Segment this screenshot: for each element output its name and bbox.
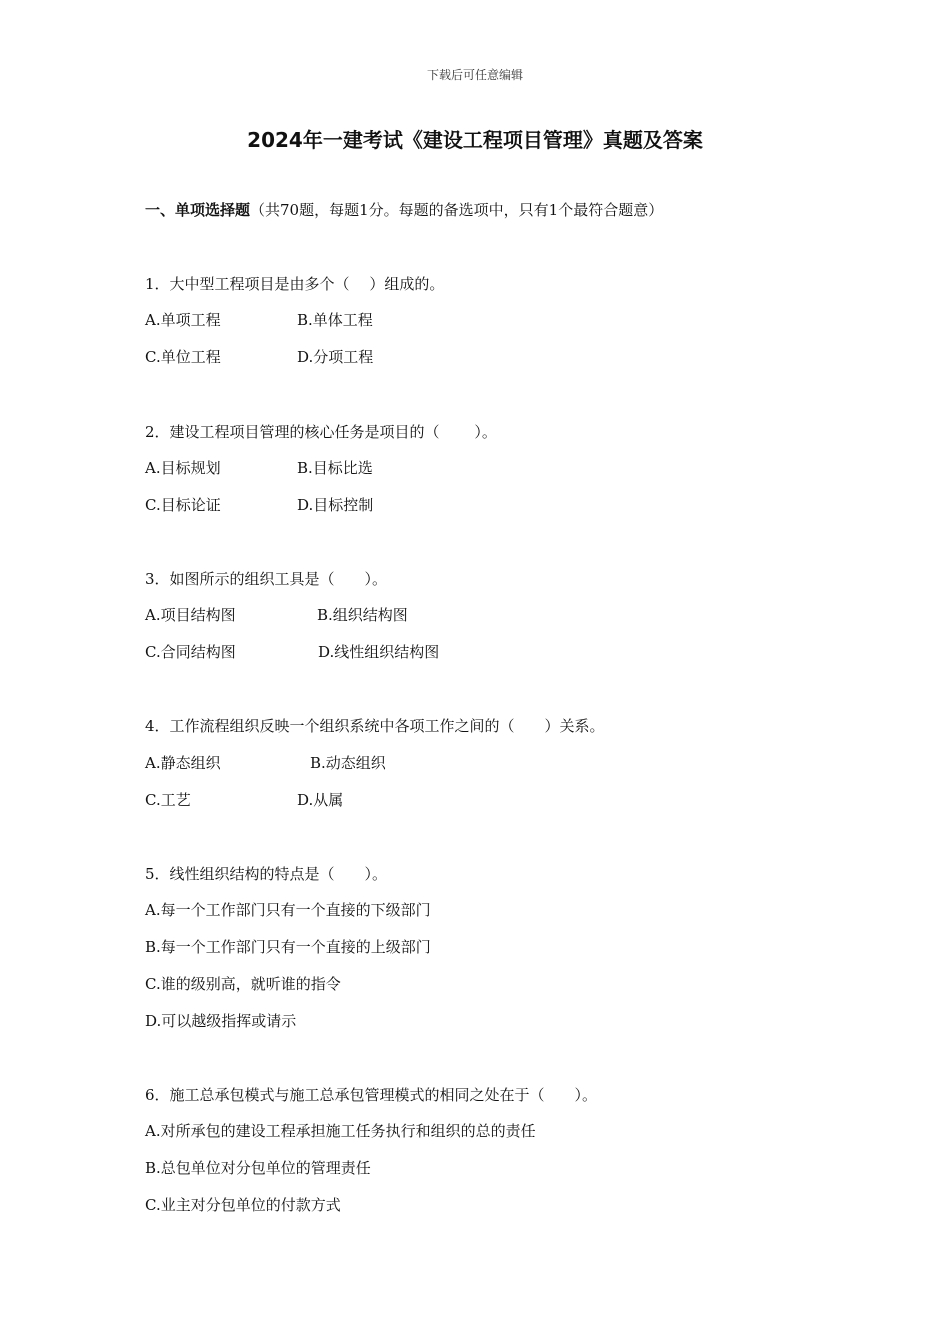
question-4-option-d: D.从属 <box>297 791 344 809</box>
question-1-option-a: A.单项工程 <box>145 311 221 329</box>
page-title: 2024年一建考试《建设工程项目管理》真题及答案 <box>247 128 703 152</box>
question-1-option-b: B.单体工程 <box>297 311 373 329</box>
question-4-option-b: B.动态组织 <box>310 754 386 772</box>
question-5-stem: 5．线性组织结构的特点是（ ）。 <box>145 865 388 883</box>
header-note: 下载后可任意编辑 <box>426 68 523 82</box>
question-4-option-a: A.静态组织 <box>145 754 221 772</box>
section-heading <box>145 199 663 220</box>
question-3-option-a: A.项目结构图 <box>145 606 236 624</box>
question-6-option-a: A.对所承包的建设工程承担施工任务执行和组织的总的责任 <box>145 1122 536 1140</box>
question-5-option-a: A.每一个工作部门只有一个直接的下级部门 <box>145 901 431 919</box>
question-6-option-b: B.总包单位对分包单位的管理责任 <box>145 1159 371 1177</box>
question-2-option-b: B.目标比选 <box>297 459 373 477</box>
question-3-option-b: B.组织结构图 <box>317 606 408 624</box>
question-5-option-d: D.可以越级指挥或请示 <box>145 1012 297 1030</box>
question-4-option-c: C.工艺 <box>145 791 191 809</box>
question-4-stem: 4．工作流程组织反映一个组织系统中各项工作之间的（ ）关系。 <box>145 717 605 735</box>
question-1-option-d: D.分项工程 <box>297 348 374 366</box>
question-3-option-d: D.线性组织结构图 <box>318 643 440 661</box>
section-note: （共70题，每题1分。每题的备选项中，只有1个最符合题意） <box>250 201 664 219</box>
question-6-stem: 6．施工总承包模式与施工总承包管理模式的相同之处在于（ ）。 <box>145 1086 598 1104</box>
question-3-option-c: C.合同结构图 <box>145 643 236 661</box>
question-2-option-d: D.目标控制 <box>297 496 374 514</box>
question-5-option-c: C.谁的级别高，就听谁的指令 <box>145 975 341 993</box>
question-2-option-c: C.目标论证 <box>145 496 221 514</box>
question-3-stem: 3．如图所示的组织工具是（ ）。 <box>145 570 388 588</box>
question-5-option-b: B.每一个工作部门只有一个直接的上级部门 <box>145 938 431 956</box>
question-1-stem: 1．大中型工程项目是由多个（ ）组成的。 <box>145 275 445 293</box>
section-label: 一、单项选择题 <box>145 201 251 219</box>
question-2-stem: 2．建设工程项目管理的核心任务是项目的（ ）。 <box>145 423 497 441</box>
question-2-option-a: A.目标规划 <box>145 459 221 477</box>
question-1-option-c: C.单位工程 <box>145 348 221 366</box>
question-6-option-c: C.业主对分包单位的付款方式 <box>145 1196 341 1214</box>
